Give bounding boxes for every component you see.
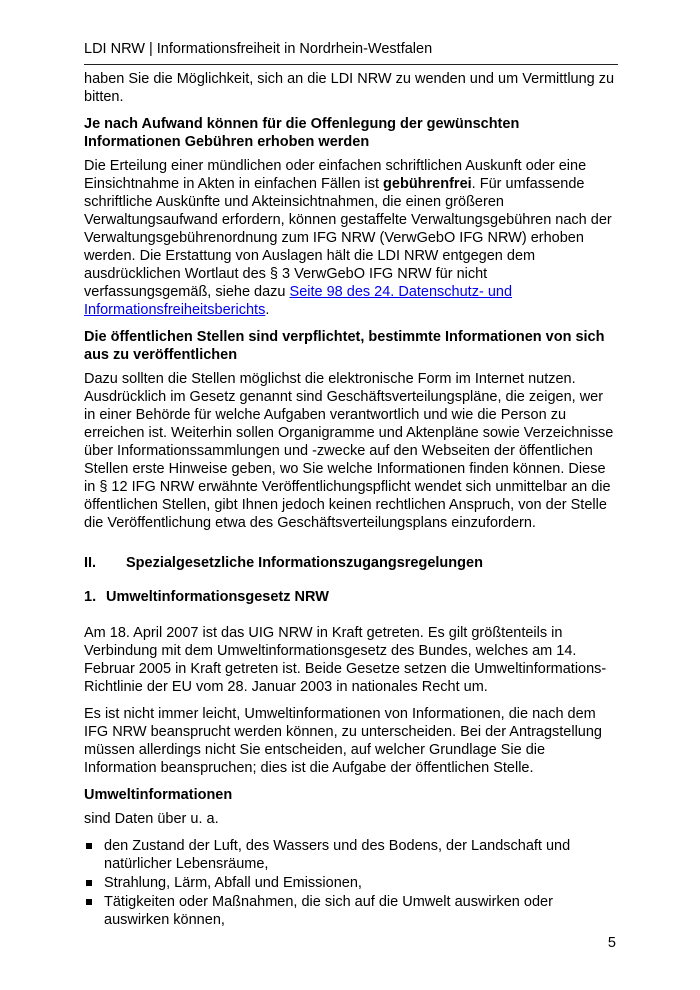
list-item-text: Tätigkeiten oder Maßnahmen, die sich auf die Umwelt auswirken oder auswirken können, bbox=[104, 894, 553, 928]
uig-paragraph-1: Am 18. April 2007 ist das UIG NRW in Kraft getreten. Es gilt größtenteils in Verbindung mit dem Umweltinformationsgesetz des Bundes, welches am 14. Februar 2005 in Kraft getreten ist. Beide Gesetze setzen die Umweltinformations-Richtlinie der EU vom 28. Januar 2003 in nationales Recht um. bbox=[84, 625, 607, 695]
page-header: LDI NRW | Informationsfreiheit in Nordrhein-Westfalen bbox=[84, 40, 618, 65]
bullet-square-icon bbox=[86, 899, 92, 905]
uig-paragraph-2: Es ist nicht immer leicht, Umweltinformationen von Informationen, die nach dem IFG NRW beansprucht werden können, zu unterscheiden. Bei der Antragstellung müssen allerdings nicht Sie entscheiden, auf welcher Grundlage Sie die Information beanspruchen; dies ist die Aufgabe der öffentlichen Stelle. bbox=[84, 706, 602, 776]
section-number: II. bbox=[84, 555, 97, 571]
intro-paragraph: haben Sie die Möglichkeit, sich an die LDI NRW zu wenden und um Vermittlung zu bitten. bbox=[84, 71, 615, 105]
section-title: Spezialgesetzliche Informationszugangsregelungen bbox=[126, 555, 483, 571]
bullet-square-icon bbox=[86, 843, 92, 849]
list-item bbox=[84, 837, 618, 873]
bullet-square-icon bbox=[86, 880, 92, 886]
environment-info-list bbox=[84, 837, 618, 929]
list-item bbox=[84, 893, 618, 929]
fees-text-2: . Für umfassende schriftliche Auskünfte und Akteinsichtnahmen, die einen größeren Verwaltungsaufwand erfordern, können gestaffelte Verwaltungsgebühren nach der Verwaltungsgebührenordnung zum IFG NRW (VerwGebO IFG NRW) erhoben werden. Die Erstattung von Auslagen hält die LDI NRW entgegen dem ausdrücklichen Wortlaut des § 3 VerwGebO IFG NRW für nicht verfassungsgemäß, siehe dazu bbox=[84, 176, 612, 300]
fees-paragraph bbox=[84, 157, 618, 319]
environment-info-heading: Umweltinformationen bbox=[84, 787, 233, 803]
list-item-text: Strahlung, Lärm, Abfall und Emissionen, bbox=[104, 875, 362, 891]
subsection-title: Umweltinformationsgesetz NRW bbox=[106, 589, 329, 605]
subsection-heading bbox=[84, 588, 618, 606]
list-item bbox=[84, 874, 618, 892]
publish-paragraph: Dazu sollten die Stellen möglichst die elektronische Form im Internet nutzen. Ausdrücklich im Gesetz genannt sind Geschäftsverteilungspläne, die zeigen, wer in einer Behörde für welche Aufgaben verantwortlich und wie die Person zu erreichen ist. Weiterhin sollen Organigramme und Aktenpläne sowie Verzeichnisse über Informationssammlungen und -zwecke auf den Webseiten der öffentlichen Stellen erste Hinweise geben, wo Sie welche Informationen finden können. Diese in § 12 IFG NRW erwähnte Veröffentlichungspflicht wendet sich unmittelbar an die öffentlichen Stellen, gibt Ihnen jedoch keinen rechtlichen Anspruch, von der Stelle die Veröffentlichung etwa des Geschäftsverteilungsplans einzufordern. bbox=[84, 371, 614, 531]
subsection-number: 1. bbox=[84, 589, 97, 605]
page-number: 5 bbox=[607, 935, 616, 951]
section-heading bbox=[84, 554, 618, 572]
publish-heading: Die öffentlichen Stellen sind verpflichtet, bestimmte Informationen von sich aus zu veröffentlichen bbox=[84, 329, 605, 363]
report-link[interactable]: Seite 98 des 24. Datenschutz- und Informationsfreiheitsberichts bbox=[84, 284, 513, 318]
fees-text-3: . bbox=[265, 302, 270, 318]
fees-heading: Je nach Aufwand können für die Offenlegung der gewünschten Informationen Gebühren erhoben werden bbox=[84, 116, 520, 150]
page-content bbox=[84, 70, 618, 930]
fees-text-1: Die Erteilung einer mündlichen oder einfachen schriftlichen Auskunft oder eine Einsichtnahme in Akten in einfachen Fällen ist bbox=[84, 158, 587, 192]
environment-info-intro: sind Daten über u. a. bbox=[84, 811, 219, 827]
fees-free-bold: gebührenfrei bbox=[383, 176, 472, 192]
list-item-text: den Zustand der Luft, des Wassers und des Bodens, der Landschaft und natürlicher Lebensräume, bbox=[104, 838, 571, 872]
